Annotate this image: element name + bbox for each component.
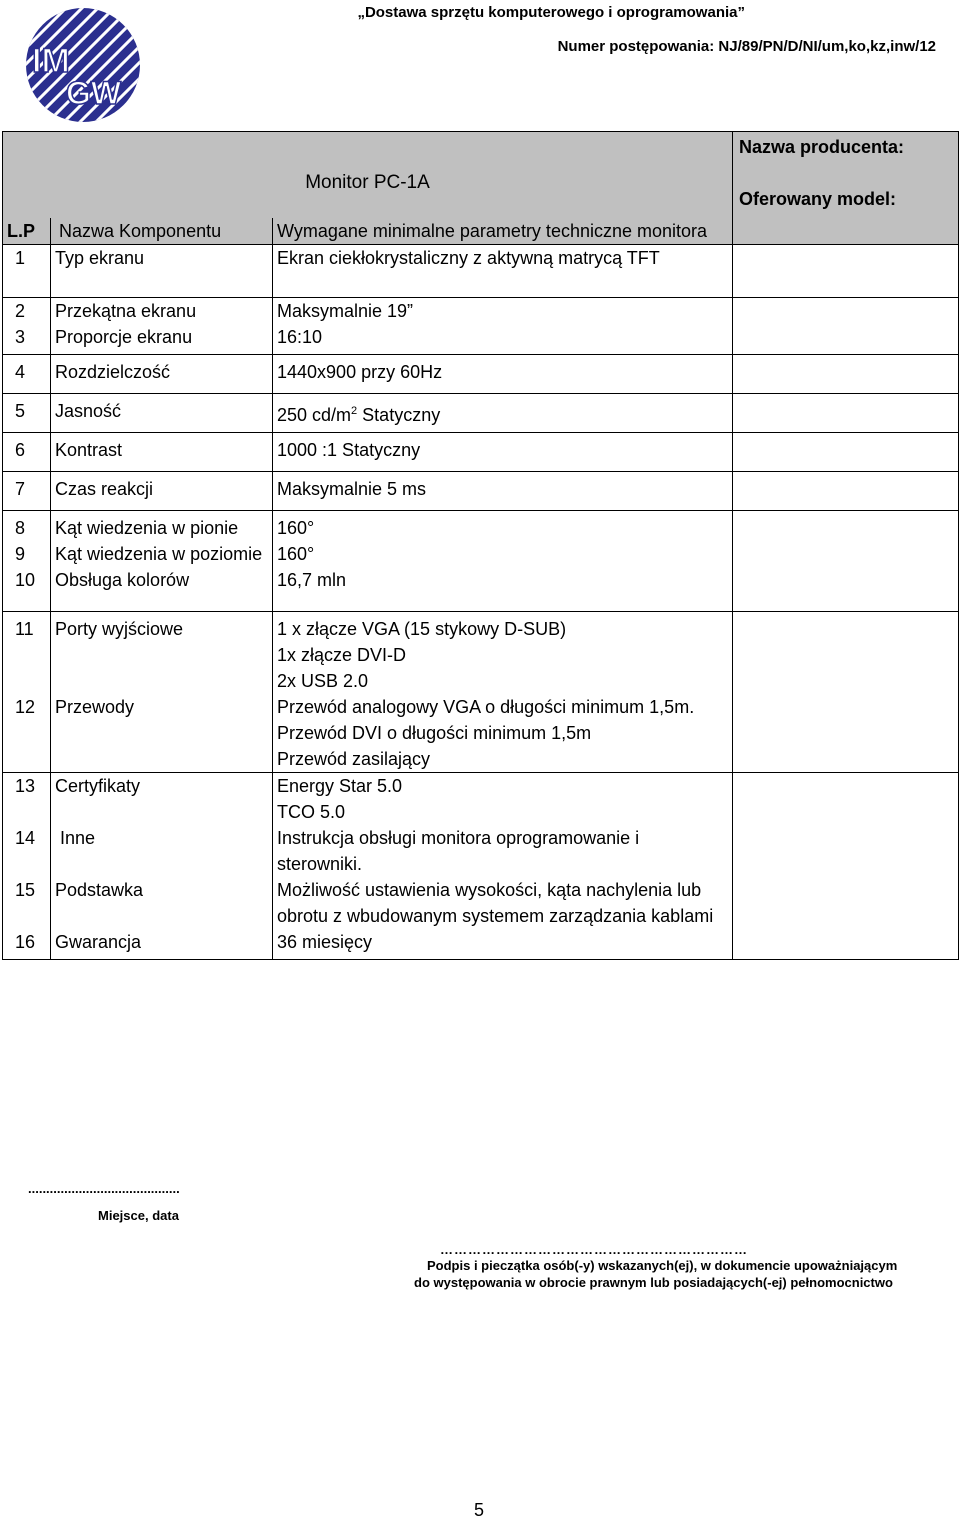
component-value: Możliwość ustawienia wysokości, kąta nachylenia lub obrotu z wbudowanym systemem zarządzania kablami <box>273 877 733 929</box>
row-number: 14 <box>3 825 51 877</box>
spec-table <box>2 131 959 960</box>
table-row <box>3 298 959 325</box>
answer-cell[interactable] <box>733 472 959 511</box>
row-number: 6 <box>3 433 51 472</box>
value-superscript: 2 <box>351 405 358 417</box>
col-params: Wymagane minimalne parametry techniczne monitora <box>273 218 733 245</box>
place-date-dots: .......................................... <box>28 1181 180 1196</box>
row-number: 7 <box>3 472 51 511</box>
component-name: Certyfikaty <box>51 773 273 826</box>
procedure-number: Numer postępowania: NJ/89/PN/D/NI/um,ko,kz,inw/12 <box>557 38 936 55</box>
component-name: Kąt wiedzenia w pionie <box>51 511 273 542</box>
row-number: 3 <box>3 324 51 355</box>
col-lp: L.P <box>3 218 51 245</box>
page-number: 5 <box>474 1500 485 1520</box>
table-row <box>3 394 959 433</box>
table-row <box>3 355 959 394</box>
signature-caption-line1: Podpis i pieczątka osób(-y) wskazanych(ej), w dokumencie upoważniającym <box>427 1258 898 1273</box>
signature-caption-line2: do występowania w obrocie prawnym lub posiadających(-ej) pełnomocnictwo <box>414 1275 893 1290</box>
col-component: Nazwa Komponentu <box>51 218 273 245</box>
row-number: 11 <box>3 612 51 695</box>
component-name: Rozdzielczość <box>51 355 273 394</box>
component-value: 1000 :1 Statyczny <box>273 433 733 472</box>
value-text-after: Statyczny <box>357 405 441 425</box>
table-row <box>3 472 959 511</box>
component-value: 16:10 <box>273 324 733 355</box>
component-name: Jasność <box>51 394 273 433</box>
document-title: „Dostawa sprzętu komputerowego i oprogramowania” <box>357 4 745 21</box>
table-title: Monitor PC-1A <box>305 171 430 193</box>
row-number: 2 <box>3 298 51 325</box>
row-number: 1 <box>3 245 51 298</box>
value-text: 250 cd/m <box>277 405 352 425</box>
row-number: 9 <box>3 541 51 567</box>
table-title-row <box>3 132 959 219</box>
answer-cell[interactable] <box>733 298 959 355</box>
component-name: Typ ekranu <box>51 245 273 298</box>
answer-cell[interactable] <box>733 355 959 394</box>
signature-dots: ………………………………………………………… <box>440 1242 748 1257</box>
component-value: Maksymalnie 19” <box>273 298 733 325</box>
component-value: Instrukcja obsługi monitora oprogramowanie i sterowniki. <box>273 825 733 877</box>
component-value: 1440x900 przy 60Hz <box>273 355 733 394</box>
row-number: 13 <box>3 773 51 826</box>
place-date-label: Miejsce, data <box>98 1208 179 1223</box>
table-row <box>3 511 959 542</box>
component-name: Kontrast <box>51 433 273 472</box>
answer-cell[interactable] <box>733 245 959 298</box>
component-value: 1 x złącze VGA (15 stykowy D-SUB) 1x złącze DVI-D 2x USB 2.0 <box>273 612 733 695</box>
component-name: Przekątna ekranu <box>51 298 273 325</box>
answer-cell[interactable] <box>733 433 959 472</box>
row-number: 12 <box>3 694 51 773</box>
component-name: Podstawka <box>51 877 273 929</box>
component-name: Proporcje ekranu <box>51 324 273 355</box>
svg-text:IM: IM <box>32 42 70 80</box>
component-value: 16,7 mln <box>273 567 733 612</box>
answer-cell[interactable] <box>733 773 959 960</box>
table-row <box>3 612 959 695</box>
component-value: Ekran ciekłokrystaliczny z aktywną matrycą TFT <box>273 245 733 298</box>
table-row <box>3 433 959 472</box>
answer-cell[interactable] <box>733 394 959 433</box>
model-label: Oferowany model: <box>739 189 897 209</box>
answer-cell[interactable] <box>733 612 959 773</box>
answer-cell[interactable] <box>733 511 959 612</box>
svg-text:GW: GW <box>66 75 122 111</box>
component-value: Przewód analogowy VGA o długości minimum 1,5m. Przewód DVI o długości minimum 1,5m Przewód zasilający <box>273 694 733 773</box>
row-number: 16 <box>3 929 51 960</box>
imgw-logo <box>22 6 144 124</box>
component-value: Maksymalnie 5 ms <box>273 472 733 511</box>
table-row <box>3 773 959 826</box>
producer-label: Nazwa producenta: <box>739 137 905 157</box>
row-number: 15 <box>3 877 51 929</box>
component-name: Czas reakcji <box>51 472 273 511</box>
row-number: 10 <box>3 567 51 612</box>
component-name: Obsługa kolorów <box>51 567 273 612</box>
component-name: Porty wyjściowe <box>51 612 273 695</box>
row-number: 5 <box>3 394 51 433</box>
component-value: Energy Star 5.0 TCO 5.0 <box>273 773 733 826</box>
component-name: Przewody <box>51 694 273 773</box>
row-number: 4 <box>3 355 51 394</box>
component-name: Kąt wiedzenia w poziomie <box>51 541 273 567</box>
component-name: Gwarancja <box>51 929 273 960</box>
component-value: 160° <box>273 541 733 567</box>
table-row <box>3 245 959 298</box>
component-value <box>273 394 733 433</box>
row-number: 8 <box>3 511 51 542</box>
component-value: 160° <box>273 511 733 542</box>
component-name: Inne <box>51 825 273 877</box>
component-value: 36 miesięcy <box>273 929 733 960</box>
